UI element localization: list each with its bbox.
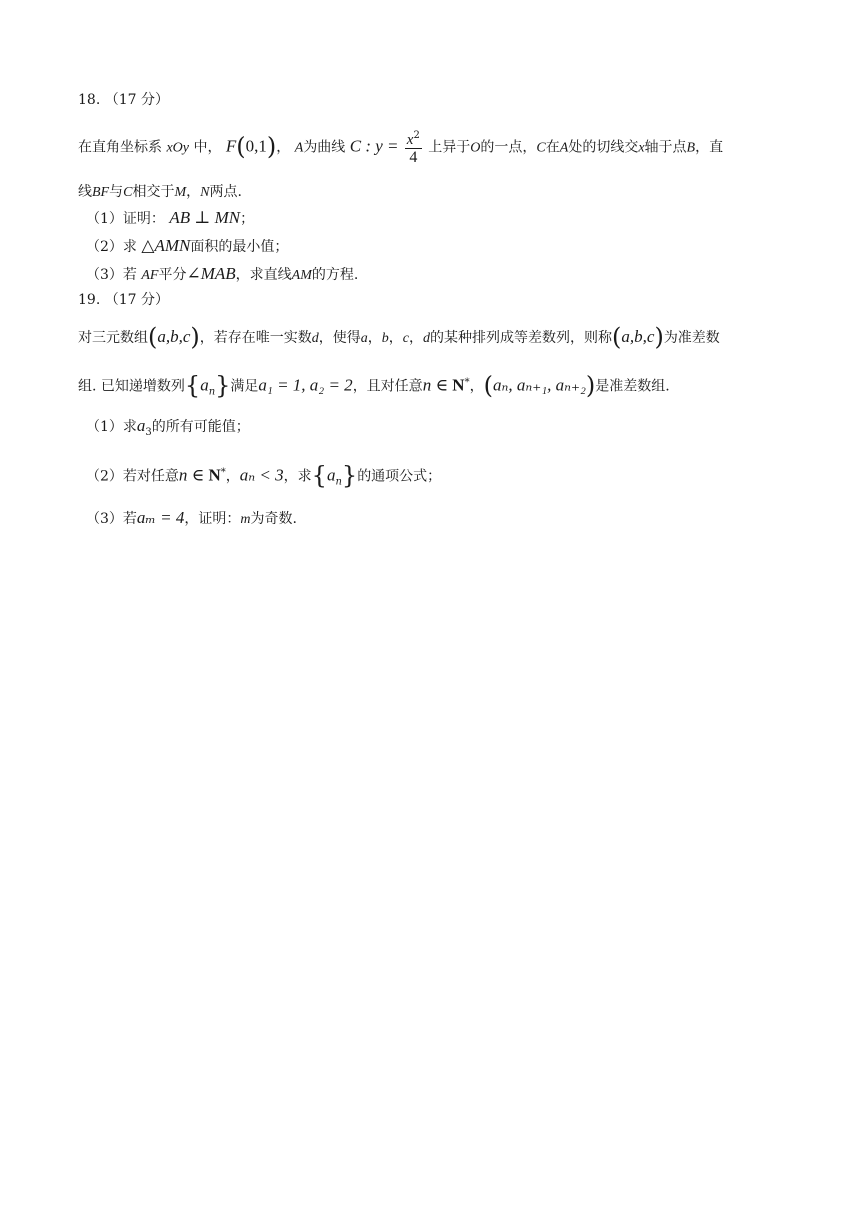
fraction-x2-over-4: $\frac{x^2}{4}$: [406, 130, 420, 166]
question-18-part-2: （2）求 △AMN面积的最小值；: [86, 236, 289, 255]
curve-equation: C : y =: [349, 136, 403, 156]
question-18-header: 18. （17 分）: [78, 92, 169, 108]
question-18-part-3: （3）若 AF平分∠MAB，求直线AM的方程.: [86, 264, 359, 283]
question-18-stem-line-2: 线BF与C相交于M，N两点.: [78, 184, 242, 200]
question-19-header: 19. （17 分）: [78, 292, 169, 308]
question-19-part-2: （2）若对任意n ∈ N*，aₙ < 3，求$\{a_n\}$的通项公式；: [86, 461, 442, 490]
question-19-part-3: （3）若aₘ = 4，证明：m为奇数.: [86, 508, 297, 527]
question-18-stem-line-1: 在直角坐标系 xOy 中， F(0,1)， A为曲线 C : y = $\frac{x^2}{4}$ 上异于O的一点，C在A处的切线交x轴于点B，直: [78, 130, 724, 166]
question-19-part-1: （1）求$a_3$的所有可能值；: [86, 416, 250, 438]
question-18-part-1: （1）证明： AB ⊥ MN；: [86, 208, 255, 227]
question-19-stem-line-1: 对三元数组(a,b,c)，若存在唯一实数d，使得a，b，c，d的某种排列成等差数列，则称(a,b,c)为准差数: [78, 323, 720, 351]
question-19-stem-line-2: 组. 已知递增数列$\{a_n\}$满足a₁ = 1, a₂ = 2，且对任意n ∈ N*，(aₙ, aₙ₊₁, aₙ₊₂)是准差数组.: [78, 371, 670, 400]
